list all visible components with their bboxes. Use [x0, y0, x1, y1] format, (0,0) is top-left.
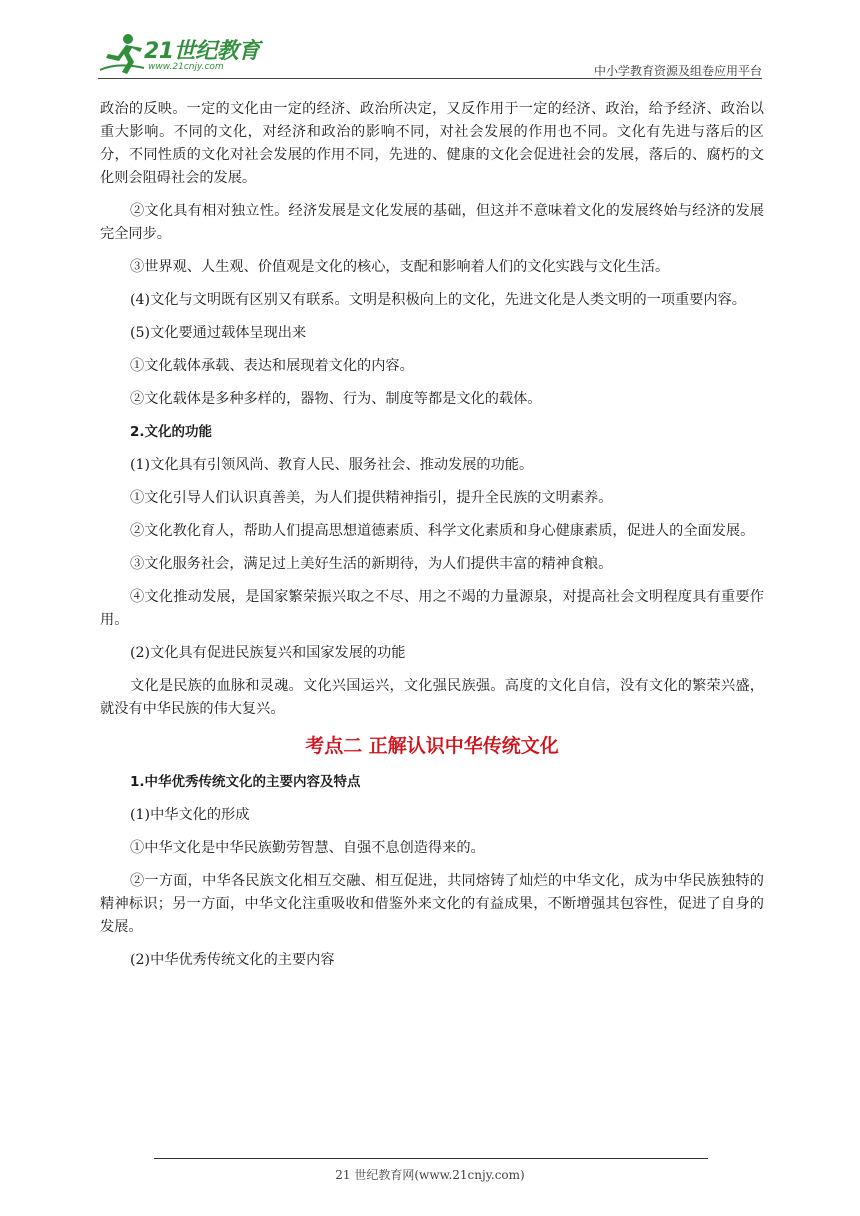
logo-text: 21世纪教育 — [144, 39, 260, 64]
paragraph: 文化是民族的血脉和灵魂。文化兴国运兴，文化强民族强。高度的文化自信，没有文化的繁荣兴盛，就没有中华民族的伟大复兴。 — [100, 678, 764, 717]
paragraph: ②文化具有相对独立性。经济发展是文化发展的基础，但这并不意味着文化的发展终始与经济的发展完全同步。 — [100, 203, 764, 242]
paragraph: (4)文化与文明既有区别又有联系。文明是积极向上的文化，先进文化是人类文明的一项重要内容。 — [130, 292, 746, 308]
platform-name: 中小学教育资源及组卷应用平台 — [593, 64, 762, 78]
section-title: 考点二 正解认识中华传统文化 — [305, 735, 559, 757]
paragraph: ①文化引导人们认识真善美，为人们提供精神指引，提升全民族的文明素养。 — [130, 490, 613, 506]
paragraph: ④文化推动发展，是国家繁荣振兴取之不尽、用之不竭的力量源泉，对提高社会文明程度具有重要作用。 — [100, 589, 764, 628]
paragraph: 政治的反映。一定的文化由一定的经济、政治所决定，又反作用于一定的经济、政治，给予经济、政治以重大影响。不同的文化，对经济和政治的影响不同，对社会发展的作用也不同。文化有先进与落后的区分，不同性质的文化对社会发展的作用不同，先进的、健康的文化会促进社会的发展，落后的、腐朽的文化则会阻碍社会的发展。 — [100, 101, 764, 186]
paragraph: ③世界观、人生观、价值观是文化的核心，支配和影响着人们的文化实践与文化生活。 — [130, 259, 670, 275]
paragraph: ①文化载体承载、表达和展现着文化的内容。 — [130, 358, 414, 374]
header-divider — [98, 78, 762, 79]
subheading: 1.中华优秀传统文化的主要内容及特点 — [130, 774, 361, 790]
paragraph: (1)中华文化的形成 — [130, 807, 250, 823]
footer-divider — [154, 1158, 708, 1159]
paragraph: ②文化载体是多种多样的，器物、行为、制度等都是文化的载体。 — [130, 391, 542, 407]
site-logo — [98, 32, 268, 76]
paragraph: (2)文化具有促进民族复兴和国家发展的功能 — [130, 645, 406, 661]
subheading: 2.文化的功能 — [130, 424, 213, 440]
paragraph: ①中华文化是中华民族勤劳智慧、自强不息创造得来的。 — [130, 840, 485, 856]
paragraph: ②一方面，中华各民族文化相互交融、相互促进，共同熔铸了灿烂的中华文化，成为中华民族独特的精神标识；另一方面，中华文化注重吸收和借鉴外来文化的有益成果，不断增强其包容性，促进了自身的发展。 — [100, 873, 764, 935]
paragraph: (5)文化要通过载体呈现出来 — [130, 325, 307, 341]
page-header — [98, 30, 762, 80]
paragraph: (1)文化具有引领风尚、教育人民、服务社会、推动发展的功能。 — [130, 457, 534, 473]
runner-logo-icon — [98, 32, 146, 76]
paragraph: ②文化教化育人，帮助人们提高思想道德素质、科学文化素质和身心健康素质，促进人的全面发展。 — [130, 523, 755, 539]
paragraph: (2)中华优秀传统文化的主要内容 — [130, 952, 335, 968]
paragraph: ③文化服务社会，满足过上美好生活的新期待，为人们提供丰富的精神食粮。 — [130, 556, 613, 572]
logo-url: www.21cnjy.com — [148, 62, 224, 72]
page-footer: 21 世纪教育网(www.21cnjy.com) — [335, 1168, 525, 1182]
document-body — [100, 98, 764, 972]
